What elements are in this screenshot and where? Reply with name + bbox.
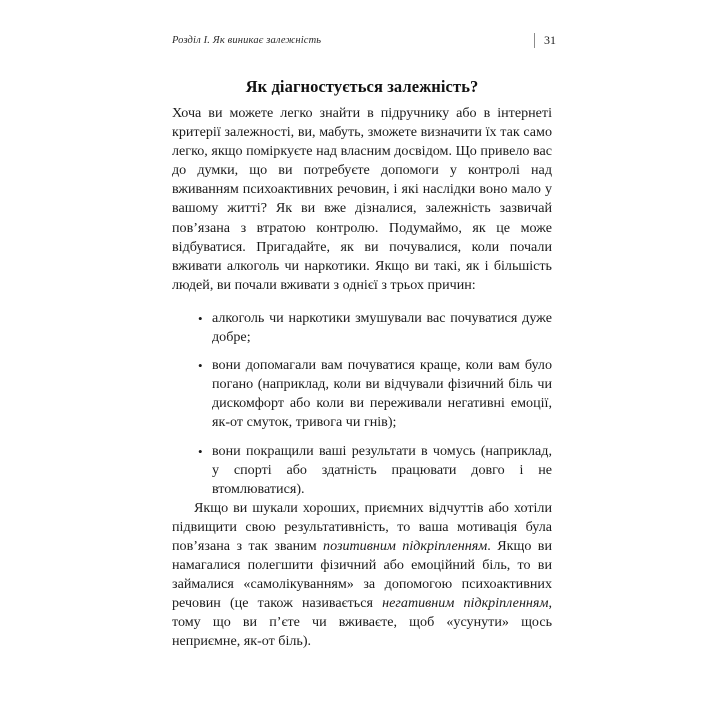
reasons-list — [172, 309, 552, 499]
page-number: 31 — [544, 33, 556, 47]
list-item-text: вони допомагали вам почуватися краще, коли вам було погано (наприклад, коли ви відчували фізичний біль чи дискомфорт або коли ви переживали негативні емоції, як-от смуток, тривога чи гнів); — [212, 357, 552, 431]
emphasis-negative-reinforcement: негативним підкріпленням — [382, 595, 549, 612]
folio-group — [534, 33, 556, 48]
section-heading: Як діагностується залежність? — [245, 77, 479, 97]
folio-divider-rule — [534, 33, 535, 48]
running-head — [172, 33, 556, 48]
closing-text-part-3: , тому що ви п’єте чи вживаєте, щоб «усунути» щось неприємне, як-от біль). — [172, 595, 552, 650]
running-head-chapter-title: Розділ I. Як виникає залежність — [172, 35, 322, 46]
closing-paragraph — [172, 499, 552, 652]
list-item — [198, 356, 552, 432]
list-item-text: вони покращили ваші результати в чомусь (наприклад, у спорті або здатність працювати довго і не втомлюватися). — [212, 442, 552, 497]
closing-text-part-2: . Якщо ви намагалися полегшити фізичний або емоційний біль, то ви займалися «самолікуванням» за допомогою психоактивних речовин (це також називається — [172, 537, 552, 612]
bullet-icon: • — [198, 358, 203, 374]
list-item — [198, 442, 552, 499]
bullet-icon: • — [198, 310, 203, 326]
emphasis-positive-reinforcement: позитивним підкріпленням — [323, 537, 488, 554]
bullet-icon: • — [198, 443, 203, 459]
list-item — [198, 309, 552, 347]
list-item-text: алкоголь чи наркотики змушували вас почуватися дуже добре; — [212, 309, 552, 346]
text-column — [172, 104, 552, 652]
closing-text-part-1: Якщо ви шукали хороших, приємних відчуттів або хотіли підвищити свою результативність, то ваша мотивація була пов’язана з так званим — [172, 499, 552, 554]
intro-paragraph: Хоча ви можете легко знайти в підручнику або в інтернеті критерії залежності, ви, мабуть, зможете визначити їх так само легко, якщо поміркуєте над власним досвідом. Що привело вас до думки, що ви потребуєте допомоги у контролі над вживанням психоактивних речовин, і які наслідки воно мало у вашому житті? Як ви вже дізналися, залежність зазвичай пов’язана з втратою контролю. Подумаймо, як це може відбуватися. Пригадайте, як ви почувалися, коли почали вживати алкоголь чи наркотики. Якщо ви такі, як і більшість людей, ви почали вживати з однієї з трьох причин: — [172, 105, 552, 293]
